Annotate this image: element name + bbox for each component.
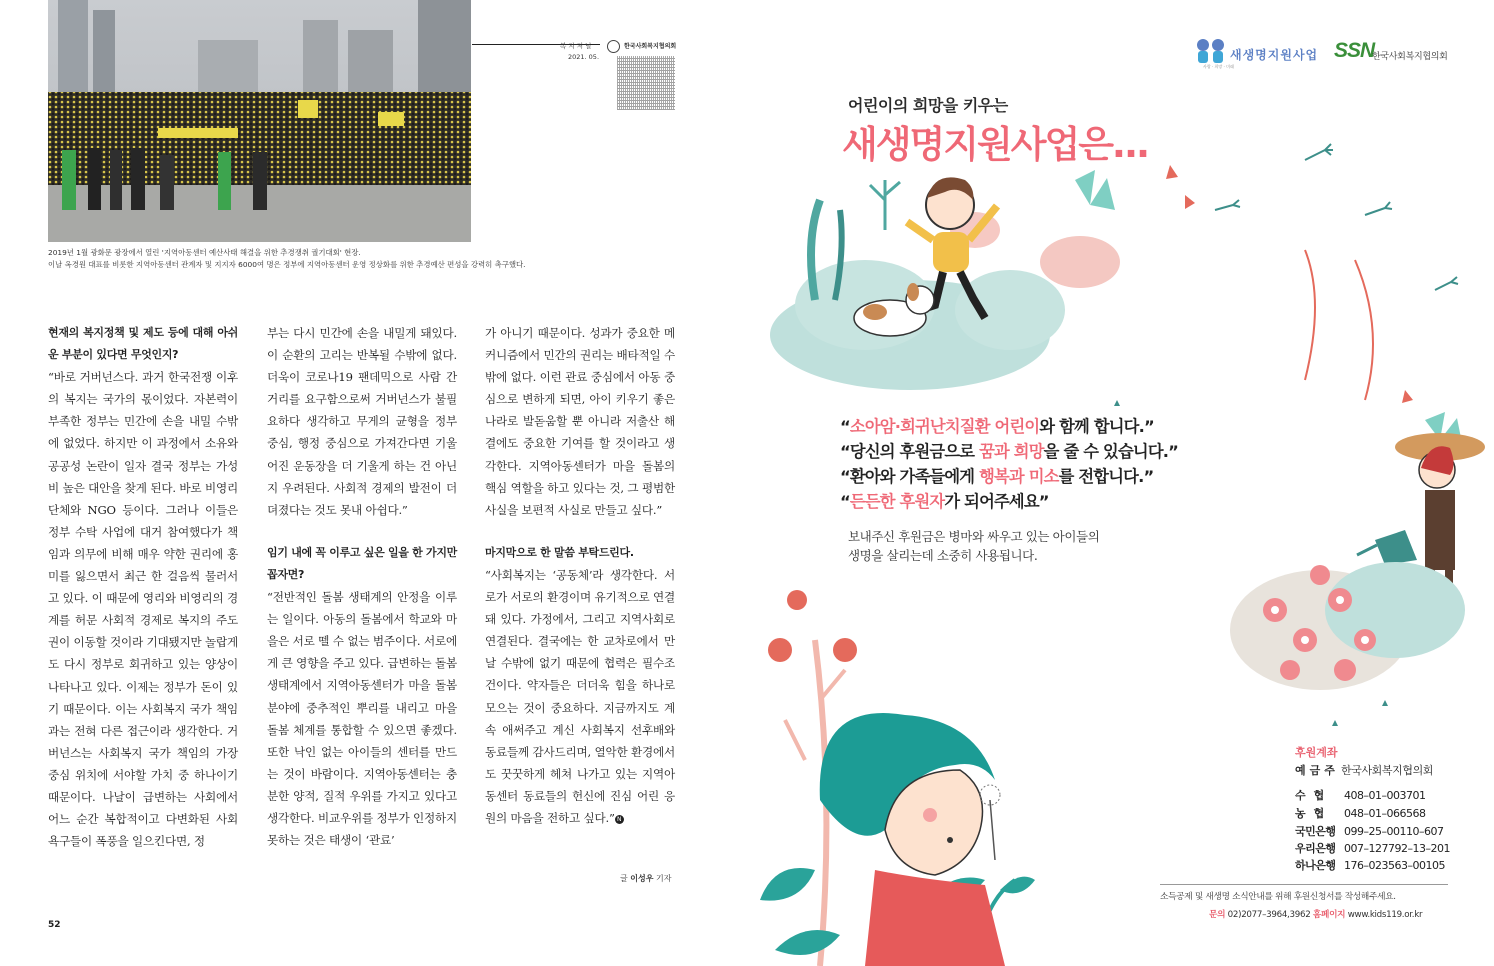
end-mark-icon: N [615,815,624,824]
ssn-org-name: 한국사회복지협의회 [1372,52,1448,62]
magazine-title: 복 지 저 널 [560,42,592,50]
ad-contact [1209,908,1422,920]
interview-question: 마지막으로 한 말씀 부탁드린다. [485,545,634,559]
bank-number: 048–01–066568 [1344,807,1426,820]
bank-name: 수협 [1295,789,1333,802]
slogan-highlight: 꿈과 희망 [979,442,1044,461]
account-holder-label: 예금주 [1295,764,1339,777]
bank-name: 하나은행 [1295,859,1336,872]
ad-title: 새생명지원사업은... [842,123,1149,166]
slogan-line [840,438,1178,462]
kncsw-logo-text: 한국사회복지협의회 [624,43,677,50]
article-column-2 [267,322,457,851]
slogan-text: “당신의 후원금으로 [840,442,980,461]
kids-mascot-icon [1194,36,1228,66]
bank-account-row [1295,857,1445,873]
slogan-line [840,413,1154,437]
interview-question: 임기 내에 꼭 이루고 싶은 일을 한 가지만 꼽자면? [267,545,457,581]
page-number: 52 [48,920,61,930]
homepage-link[interactable]: www.kids119.or.kr [1347,910,1423,920]
kids-brand-tagline: 사랑 · 희망 · 미래 [1203,64,1234,69]
bank-name: 농협 [1295,807,1333,820]
contact-label: 문의 [1209,910,1226,920]
slogan-text: 와 함께 합니다.” [1039,417,1154,436]
slogan-line [840,463,1153,487]
answer-text: “사회복지는 ‘공동체’라 생각한다. 서로가 서로의 환경이며 유기적으로 연결돼 있다. 가정에서, 그리고 지역사회로 연결된다. 결국에는 한 교차로에서 만날 수밖에 없기 때문에 협력은 필수조건이다. 약자들은 더더욱 힘을 하나로 모으는 것이 중요하다. 지금까지도 계속 애써주고 계신 사회복지 선후배와 동료들께 감사드리며, 열악한 환경에서도 꿋꿋하게 헤쳐 나가고 있는 지역아동센터 동료들의 헌신에 진심 어린 응원의 마음을 전하고 싶다.” [485,567,675,825]
slogan-text: 를 전합니다.” [1058,467,1154,486]
slogan-highlight: 소아암·희귀난치질환 어린이 [849,417,1040,436]
byline-prefix: 글 [620,874,628,883]
ad-body-line: 보내주신 후원금은 병마와 싸우고 있는 아이들의 [848,529,1100,544]
interview-answer: 가 아니기 때문이다. 성과가 중요한 메커니즘에서 민간의 권리는 배타적일 수밖에 없다. 이런 관료 중심에서 아동 중심으로 변하게 되면, 아이 키우기 좋은 나라로 발돋움할 뿐 아니라 저출산 해결에도 중요한 기여를 할 것이라고 생각한다. 지역아동센터가 마을 돌봄의 핵심 역할을 하고 있다는 것, 그 평범한 사실을 보편적 사실로 만들고 싶다.” [485,326,675,517]
kncsw-logo-icon [607,40,620,53]
slogan-text: 가 되어주세요” [944,492,1049,511]
byline [620,873,671,884]
slogan-highlight: 든든한 후원자 [849,492,945,511]
ad-divider [1160,884,1448,885]
account-holder-value: 한국사회복지협의회 [1341,764,1434,777]
interview-answer: “전반적인 돌봄 생태계의 안정을 이루는 일이다. 아동의 돌봄에서 학교와 마을은 서로 뗄 수 없는 범주이다. 서로에게 큰 영향을 주고 있다. 급변하는 돌봄 생태계에서 지역아동센터가 마을 돌봄분야에 중추적인 뿌리를 내리고 마을 돌봄 체계를 통합할 수 있으면 좋겠다. 또한 낙인 없는 아이들의 센터를 만드는 것이 바람이다. 지역아동센터는 충분한 양적, 질적 우위를 가지고 있다고 생각한다. 비교우위를 정부가 인정하지 못하는 것은 태생이 ‘관료’ [267,590,457,848]
kncsw-logo [607,40,677,54]
bank-account-row [1295,840,1450,856]
photo-caption [48,247,588,271]
slogan-text: “환아와 가족들에게 [840,467,980,486]
kids-brand-logo [1194,36,1228,66]
slogan-text: “ [840,417,850,436]
bank-name: 국민은행 [1295,825,1336,838]
ad-subtitle: 어린이의 희망을 키우는 [848,96,1008,115]
account-heading: 후원계좌 [1295,746,1338,759]
qr-code-icon[interactable] [617,56,675,110]
slogan-highlight: 행복과 미소 [979,467,1059,486]
article-column-3 [485,322,675,829]
byline-role: 기자 [656,874,672,883]
slogan-text: “ [840,492,850,511]
ssn-logo: SSN [1334,39,1375,62]
issue-date: 2021. 05. [568,53,600,61]
bank-number: 007–127792–13–201 [1344,842,1450,855]
byline-name: 이성우 [630,874,654,883]
interview-question: 현재의 복지정책 및 제도 등에 대해 아쉬운 부분이 있다면 무엇인지? [48,326,238,362]
slogan-text: 을 줄 수 있습니다.” [1043,442,1179,461]
bank-number: 408–01–003701 [1344,789,1426,802]
interview-answer [485,564,675,829]
ad-body-line: 생명을 살리는데 소중히 사용됩니다. [848,548,1038,563]
article-column-1 [48,322,238,852]
interview-answer: “바로 거버넌스다. 과거 한국전쟁 이후의 복지는 국가의 몫이었다. 자본력이 부족한 정부는 민간에 손을 내밀 수밖에 없었다. 하지만 이 과정에서 소유와 공공성 논란이 일자 결국 정부는 가성비 높은 대안을 찾게 된다. 바로 비영리단체와 NGO 등이다. 그러나 이들은 정부 수탁 사업에 대거 참여했다가 책임과 의무에 비해 매우 약한 권리에 홍미를 잃으면서 최근 한 걸음씩 물러서고 있다. 이 때문에 영리와 비영리의 경계를 허문 사회적 경제로 복지의 주도권이 이동할 것이라 기대됐지만 놀랍게도 다시 정부로 회귀하고 있는 양상이 나타나고 있다. 이제는 정부가 돈이 있기 때문이다. 이는 사회복지 국가 책임과는 전혀 다른 접근이라 생각한다. 거버넌스는 사회복지 국가 책임의 가장 중심 위치에 서야할 가치 중 하나이기 때문이다. 나날이 급변하는 사회에서 어느 순간 복합적이고 다변화된 사회 욕구들이 폭풍을 일으킨다면, 정 [48,370,238,849]
photo-caption-line: 2019년 1월 광화문 광장에서 열린 '지역아동센터 예산사태 해결을 위한 추경쟁취 궐기대회' 현장. [48,248,361,257]
account-holder [1295,762,1433,778]
slogan-line [840,488,1049,512]
kids-brand-name: 새생명지원사업 [1230,48,1319,62]
homepage-label: 홈페이지 [1312,910,1346,920]
ad-notice: 소득공제 및 새생명 소식안내를 위해 후원신청서를 작성해주세요. [1160,892,1396,902]
bank-number: 099–25–00110–607 [1344,825,1444,838]
photo-caption-line: 이날 옥경원 대표를 비롯한 지역아동센터 관계자 및 지지자 6000여 명은 정부에 지역아동센터 운영 정상화를 위한 추경예산 편성을 강력히 촉구했다. [48,260,526,269]
contact-phone[interactable]: 02)2077–3964,3962 [1227,910,1311,920]
rally-photo [48,0,471,242]
bank-number: 176–023563–00105 [1344,859,1445,872]
interview-answer: 부는 다시 민간에 손을 내밀게 돼있다. 이 순환의 고리는 반복될 수밖에 없다. 더욱이 코로나19 팬데믹으로 사람 간 거리를 요구함으로써 거버넌스가 불필요하다 생각하고 무게의 균형을 정부 중심, 행정 중심으로 가져간다면 기울어진 운동장을 더 기울게 하는 건 아닌지 우려된다. 사회적 경제의 발전이 더뎌졌다는 것도 못내 아쉽다.” [267,326,457,517]
bank-account-row [1295,805,1425,821]
bank-name: 우리은행 [1295,842,1336,855]
bank-account-row [1295,823,1443,839]
bank-account-row [1295,787,1425,803]
ad-body-text [848,527,1148,565]
